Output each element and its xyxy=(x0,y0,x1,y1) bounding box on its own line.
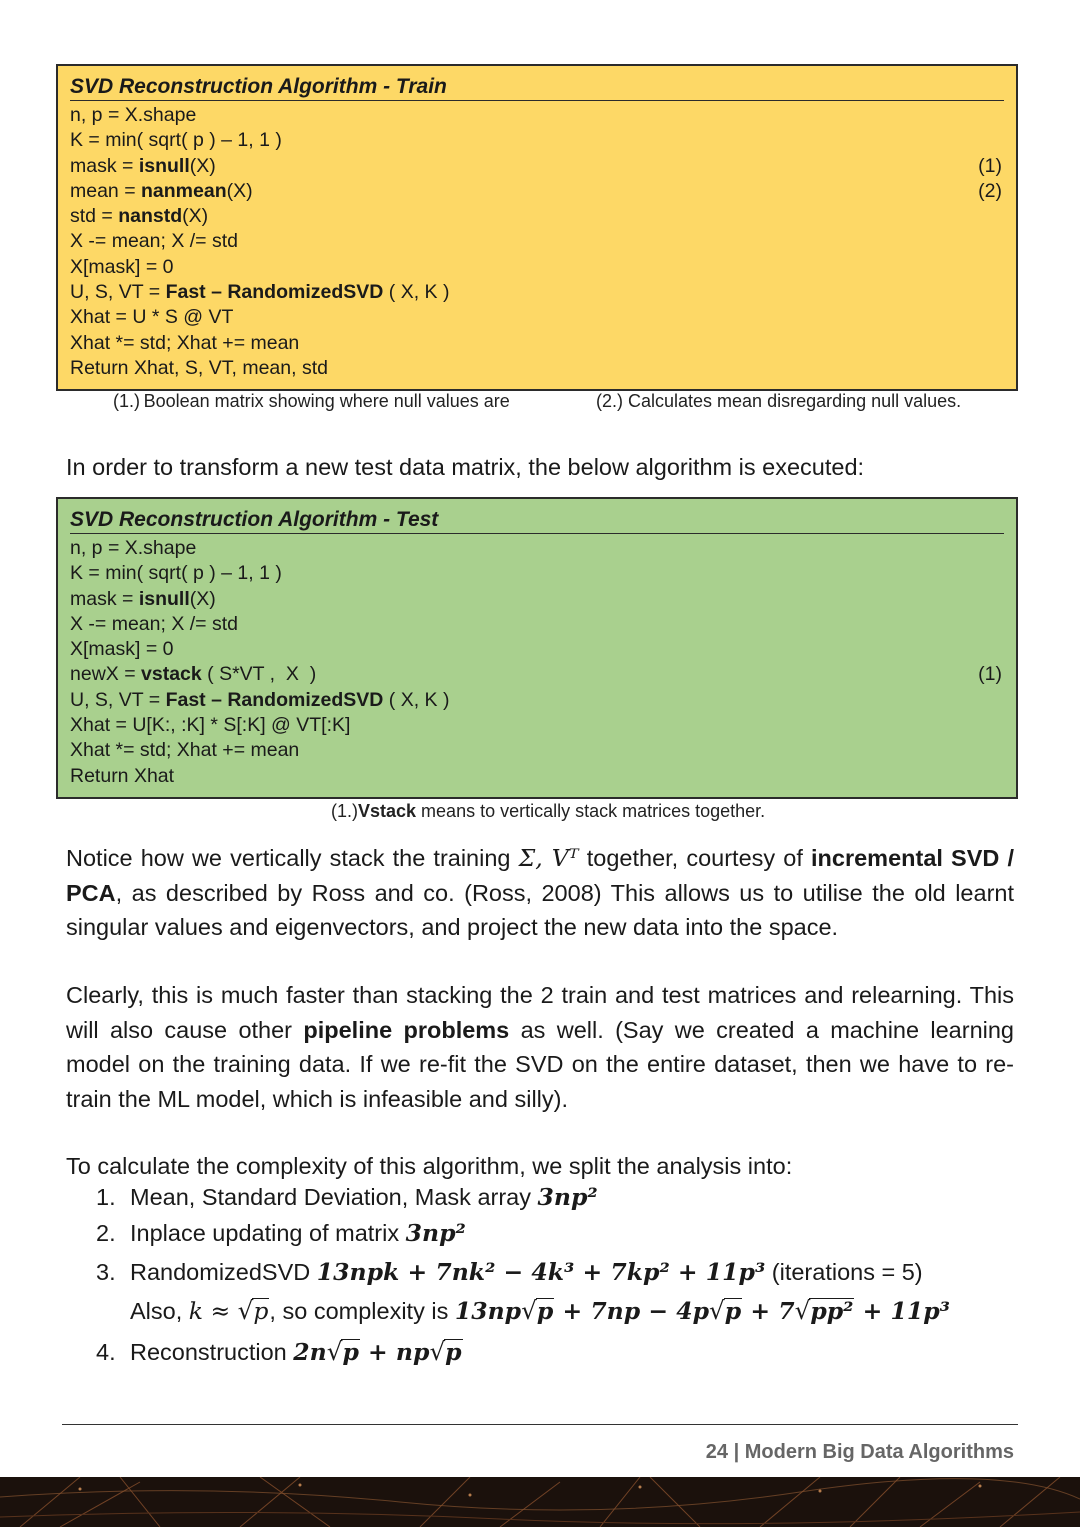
train-line-args: (X) xyxy=(226,179,253,202)
test-line-function: vstack xyxy=(141,663,202,686)
footer-divider xyxy=(62,1424,1018,1425)
item-2-number: 2. xyxy=(96,1220,116,1246)
test-line xyxy=(70,637,1004,662)
train-line-text: mask = xyxy=(70,154,139,177)
train-line-text: U, S, VT = xyxy=(70,281,166,304)
test-line xyxy=(70,587,1004,612)
train-line xyxy=(70,331,1004,356)
train-caption-2: (2.) Calculates mean disregarding null values. xyxy=(596,391,962,411)
train-line xyxy=(70,229,1004,254)
test-line-text: U, S, VT = xyxy=(70,688,166,711)
test-line xyxy=(70,561,1004,586)
complexity-item-3 xyxy=(96,1258,923,1286)
train-line-footnote-ref: (2) xyxy=(978,179,1002,202)
test-line xyxy=(70,764,1004,789)
complexity-item-1 xyxy=(96,1183,598,1211)
test-line xyxy=(70,713,1004,738)
complexity-item-4 xyxy=(96,1337,463,1366)
also-m1: 13np xyxy=(454,1297,522,1325)
test-line-args: (X) xyxy=(189,587,216,610)
test-line-text: Xhat *= std; Xhat += mean xyxy=(70,739,300,762)
test-line-text: X -= mean; X /= std xyxy=(70,612,238,635)
train-line-footnote-ref: (1) xyxy=(978,154,1002,177)
also-sqrt-2: p xyxy=(724,1297,742,1325)
para2-text-1: Clearly, this is much faster than stacking the 2 train and test matrices and relearning. This will also cause other xyxy=(66,982,1014,1043)
para1-text-1: Notice how we vertically stack the training xyxy=(66,845,519,871)
sqrt-icon: √ xyxy=(429,1337,446,1366)
test-line-text: newX = xyxy=(70,663,142,686)
train-algorithm-lines xyxy=(70,103,1004,381)
item-2-math: 3np² xyxy=(405,1219,466,1247)
train-line-text: X[mask] = 0 xyxy=(70,255,174,278)
item-1-text: Mean, Standard Deviation, Mask array xyxy=(130,1184,538,1210)
item-3-suffix: (iterations = 5) xyxy=(765,1259,923,1285)
test-line xyxy=(70,536,1004,561)
test-line-text: mask = xyxy=(70,587,139,610)
sqrt-icon: √ xyxy=(326,1337,343,1366)
para1-math-sigma-vt: Σ, Vᵀ xyxy=(518,844,579,872)
also-sqrt-p: p xyxy=(253,1297,269,1325)
train-line-text: n, p = X.shape xyxy=(70,104,197,126)
test-line xyxy=(70,662,1004,687)
test-algorithm-box xyxy=(56,497,1018,799)
item-4-r1: 2n xyxy=(293,1338,327,1366)
complexity-item-2 xyxy=(96,1219,466,1247)
train-line xyxy=(70,154,1004,179)
para1-text-3: , as described by Ross and co. (Ross, 2008) This allows us to utilise the old learnt singular values and eigenvectors, and project the new data into the space. xyxy=(66,879,1014,940)
test-line-text: n, p = X.shape xyxy=(70,537,197,559)
sqrt-icon: √ xyxy=(709,1296,725,1325)
paragraph-incremental-svd xyxy=(66,841,1014,945)
also-m2: + 7np − 4p xyxy=(554,1297,710,1325)
intro-text: In order to transform a new test data matrix, the below algorithm is executed: xyxy=(66,454,865,480)
para1-text-2: together, courtesy of xyxy=(578,845,811,871)
also-text: Also, xyxy=(130,1298,189,1324)
also-sqrt-1: p xyxy=(536,1297,554,1325)
train-line-text: Xhat = U * S @ VT xyxy=(70,306,234,329)
test-caption-rest: means to vertically stack matrices together. xyxy=(416,801,766,821)
para1-bold-incremental: incremental SVD / PCA xyxy=(66,845,1015,906)
train-line-text: Return Xhat, S, VT, mean, std xyxy=(70,356,328,379)
train-line-text: X -= mean; X /= std xyxy=(70,230,238,253)
train-line-function: isnull xyxy=(138,154,190,177)
train-line xyxy=(70,128,1004,153)
train-line-function: nanstd xyxy=(118,205,183,228)
also-sqrt-3: pp² xyxy=(810,1297,854,1325)
footer-page-label: 24 | Modern Big Data Algorithms xyxy=(705,1441,1014,1463)
test-line-footnote-ref: (1) xyxy=(978,663,1002,686)
test-line-text: Return Xhat xyxy=(70,764,175,787)
train-line-args: ( X, K ) xyxy=(383,281,450,304)
train-caption-1: (1.) Boolean matrix showing where null values are xyxy=(113,391,510,411)
test-line-args: ( X, K ) xyxy=(383,688,450,711)
train-line-text: K = min( sqrt( p ) – 1, 1 ) xyxy=(70,129,282,152)
complexity-item-3-also xyxy=(130,1296,950,1325)
train-line-text: std = xyxy=(70,205,119,228)
decorative-banner xyxy=(0,1477,1080,1527)
sqrt-icon: √ xyxy=(794,1296,811,1325)
test-caption xyxy=(331,801,765,822)
test-line-function: isnull xyxy=(138,587,190,610)
test-line xyxy=(70,688,1004,713)
item-4-sqrt-2: p xyxy=(445,1338,462,1366)
test-line-text: Xhat = U[K:, :K] * S[:K] @ VT[:K] xyxy=(70,714,351,737)
item-4-text: Reconstruction xyxy=(130,1339,294,1365)
para2-bold-pipeline: pipeline problems xyxy=(303,1016,510,1043)
also-m3: + 7 xyxy=(742,1297,795,1325)
train-line-args: (X) xyxy=(182,205,209,228)
train-line xyxy=(70,255,1004,280)
train-line xyxy=(70,305,1004,330)
test-line-text: X[mask] = 0 xyxy=(70,638,174,661)
also-m5: + 11p³ xyxy=(854,1297,950,1325)
train-algorithm-title: SVD Reconstruction Algorithm - Train xyxy=(70,74,1004,101)
test-line-args: ( S*VT , X ) xyxy=(201,663,317,686)
item-1-number: 1. xyxy=(96,1184,116,1210)
item-1-math: 3np² xyxy=(537,1183,598,1211)
train-algorithm-box xyxy=(56,64,1018,391)
item-3-math: 13npk + 7nk² − 4k³ + 7kp² + 11p³ xyxy=(316,1258,766,1286)
test-algorithm-title: SVD Reconstruction Algorithm - Test xyxy=(70,507,1004,534)
test-line-function: Fast – RandomizedSVD xyxy=(165,688,384,711)
train-line xyxy=(70,356,1004,381)
paragraph-complexity-intro: To calculate the complexity of this algorithm, we split the analysis into: xyxy=(66,1153,793,1179)
train-line-function: nanmean xyxy=(141,179,227,202)
test-caption-bold: Vstack xyxy=(358,801,417,821)
item-3-number: 3. xyxy=(96,1259,116,1285)
also-k-approx: k ≈ xyxy=(188,1297,238,1325)
train-line-function: Fast – RandomizedSVD xyxy=(165,281,384,304)
train-line xyxy=(70,280,1004,305)
item-4-sqrt-1: p xyxy=(342,1338,359,1366)
train-line-args: (X) xyxy=(189,154,216,177)
test-algorithm-lines xyxy=(70,536,1004,789)
item-4-r2: + np xyxy=(359,1338,430,1366)
test-caption-num: (1.) xyxy=(331,801,358,821)
para2-text-2: as well. (Say we created a machine learning model on the training data. If we re-fit the SVD on the entire dataset, then we have to re-train the ML model, which is infeasible and silly). xyxy=(66,1016,1015,1112)
train-line-text: mean = xyxy=(70,179,142,202)
train-line xyxy=(70,103,1004,128)
train-line-text: Xhat *= std; Xhat += mean xyxy=(70,331,300,354)
sqrt-icon: √ xyxy=(237,1296,254,1325)
test-line-text: K = min( sqrt( p ) – 1, 1 ) xyxy=(70,562,282,585)
network-pattern-icon xyxy=(0,1477,1080,1527)
also-mid: , so complexity is xyxy=(269,1298,455,1324)
item-2-text: Inplace updating of matrix xyxy=(130,1220,406,1246)
item-3-text: RandomizedSVD xyxy=(130,1259,317,1285)
item-4-number: 4. xyxy=(96,1339,116,1365)
train-line xyxy=(70,204,1004,229)
sqrt-icon: √ xyxy=(521,1296,537,1325)
train-line xyxy=(70,179,1004,204)
test-line xyxy=(70,738,1004,763)
test-line xyxy=(70,612,1004,637)
paragraph-pipeline xyxy=(66,978,1014,1116)
